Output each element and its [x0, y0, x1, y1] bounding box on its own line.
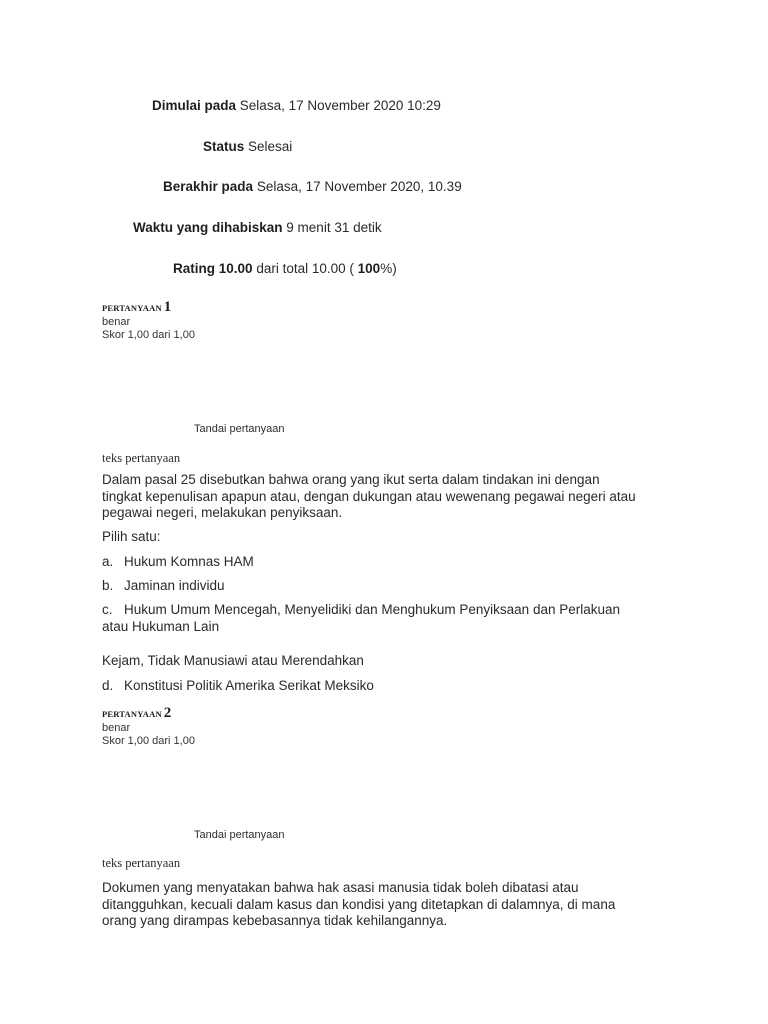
question-1-text: Dalam pasal 25 disebutkan bahwa orang yang ikut serta dalam tindakan ini dengan tingkat kepenulisan apapun atau, dengan dukungan atau wewenang pegawai negeri atau pegawai negeri, melakukan penyiksaan.: [102, 472, 636, 520]
question-1-state: benar: [102, 316, 131, 328]
time-spent-row: [133, 220, 382, 235]
rating-label: Rating: [173, 261, 215, 276]
question-2-heading: [102, 704, 171, 722]
option-letter: a.: [102, 554, 114, 569]
rating-percent-sign: %): [380, 261, 397, 276]
question-2-text: Dokumen yang menyatakan bahwa hak asasi manusia tidak boleh dibatasi atau ditangguhkan, kecuali dalam kasus dan kondisi yang ditetapkan di dalamnya, di mana orang yang dirampas kebebasannya tidak kehilangannya.: [102, 880, 616, 928]
question-1-flag-link[interactable]: Tandai pertanyaan: [194, 423, 285, 435]
status-row: [203, 139, 292, 154]
time-spent-label: Waktu yang dihabiskan: [133, 220, 283, 235]
question-1-text-label: teks pertanyaan: [102, 451, 181, 465]
ended-value: Selasa, 17 November 2020, 10.39: [256, 179, 462, 194]
question-number: 1: [163, 299, 172, 315]
question-number: 2: [163, 705, 172, 721]
question-1-prompt: Pilih satu:: [102, 529, 161, 544]
option-letter: b.: [102, 578, 114, 593]
question-2-flag-link[interactable]: Tandai pertanyaan: [194, 829, 285, 841]
rating-total: dari total 10.00 (: [256, 261, 354, 276]
started-label: Dimulai pada: [152, 98, 237, 113]
ended-row: [163, 179, 462, 194]
option-label: Konstitusi Politik Amerika Serikat Meksiko: [124, 678, 374, 693]
status-label: Status: [203, 139, 245, 154]
question-word: PERTANYAAN: [102, 709, 162, 719]
started-row: [152, 98, 441, 113]
question-1-heading: [102, 298, 171, 316]
question-2-state: benar: [102, 722, 131, 734]
question-word: PERTANYAAN: [102, 303, 162, 313]
option-letter: d.: [102, 678, 114, 693]
rating-row: [173, 261, 397, 276]
option-label: Jaminan individu: [124, 578, 225, 593]
ended-label: Berakhir pada: [163, 179, 254, 194]
question-2-text-label: teks pertanyaan: [102, 856, 181, 870]
time-spent-value: 9 menit 31 detik: [286, 220, 382, 235]
status-value: Selesai: [248, 139, 293, 154]
question-1-option-d[interactable]: [102, 678, 374, 693]
question-1-score: Skor 1,00 dari 1,00: [102, 329, 195, 341]
option-label: Hukum Komnas HAM: [124, 554, 254, 569]
question-1-option-a[interactable]: [102, 554, 254, 569]
started-value: Selasa, 17 November 2020 10:29: [239, 98, 441, 113]
question-1-option-c[interactable]: [102, 602, 632, 635]
option-label: Hukum Umum Mencegah, Menyelidiki dan Menghukum Penyiksaan dan Perlakuan atau Hukuman Lain: [102, 602, 621, 634]
rating-percent: 100: [357, 261, 381, 276]
option-letter: c.: [102, 602, 113, 617]
question-1-option-b[interactable]: [102, 578, 225, 593]
question-2-score: Skor 1,00 dari 1,00: [102, 735, 195, 747]
question-1-option-c-continuation: Kejam, Tidak Manusiawi atau Merendahkan: [102, 653, 364, 668]
rating-score: 10.00: [218, 261, 253, 276]
